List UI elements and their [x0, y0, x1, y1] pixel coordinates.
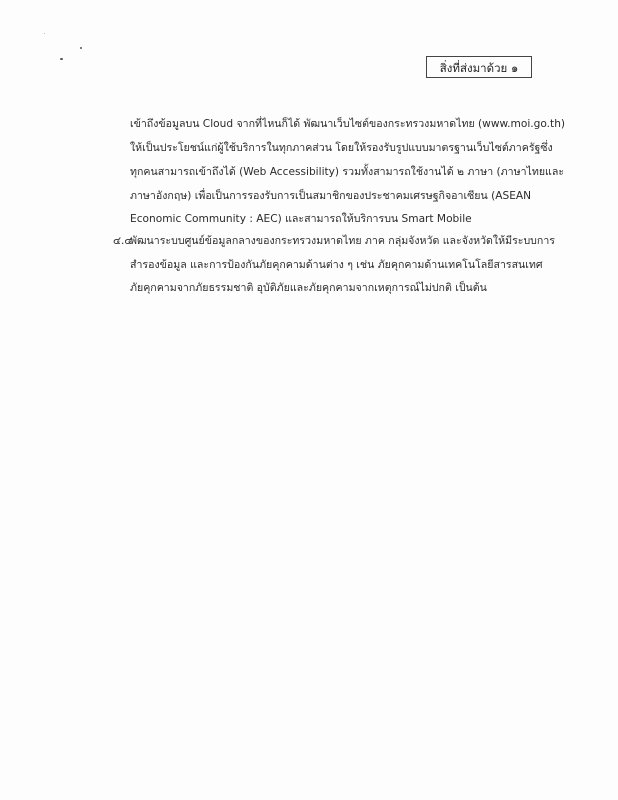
paragraph-line: ภาษาอังกฤษ) เพื่อเป็นการรองรับการเป็นสมาชิกของประชาคมเศรษฐกิจอาเซียน (ASEAN [130, 190, 532, 202]
scan-speck [80, 47, 82, 49]
list-item-number: ๔.๔ [113, 235, 133, 247]
paragraph-line: ภัยคุกคามจากภัยธรรมชาติ อุบัติภัยและภัยคุกคามจากเหตุการณ์ไม่ปกติ เป็นต้น [130, 282, 487, 294]
paragraph-line: ให้เป็นประโยชน์แก่ผู้ใช้บริการในทุกภาคส่วน โดยให้รองรับรูปแบบมาตรฐานเว็บไซต์ภาครัฐซึ่ง [130, 142, 553, 154]
paragraph-line: Economic Community : AEC) และสามารถให้บริการบน Smart Mobile [130, 213, 472, 225]
enclosure-label: สิ่งที่ส่งมาด้วย ๑ [426, 56, 532, 78]
scan-speck [60, 58, 63, 60]
paragraph-line: เข้าถึงข้อมูลบน Cloud จากที่ไหนก็ได้ พัฒนาเว็บไซต์ของกระทรวงมหาดไทย (www.moi.go.th) [130, 118, 566, 130]
paragraph-line: สำรองข้อมูล และการป้องกันภัยคุกคามด้านต่าง ๆ เช่น ภัยคุกคามด้านเทคโนโลยีสารสนเทศ [130, 259, 543, 271]
paragraph-line: ทุกคนสามารถเข้าถึงได้ (Web Accessibility) รวมทั้งสามารถใช้งานได้ ๒ ภาษา (ภาษาไทยและ [130, 166, 565, 178]
scan-speck [44, 33, 45, 34]
paragraph-line: พัฒนาระบบศูนย์ข้อมูลกลางของกระทรวงมหาดไทย ภาค กลุ่มจังหวัด และจังหวัดให้มีระบบการ [130, 235, 555, 247]
